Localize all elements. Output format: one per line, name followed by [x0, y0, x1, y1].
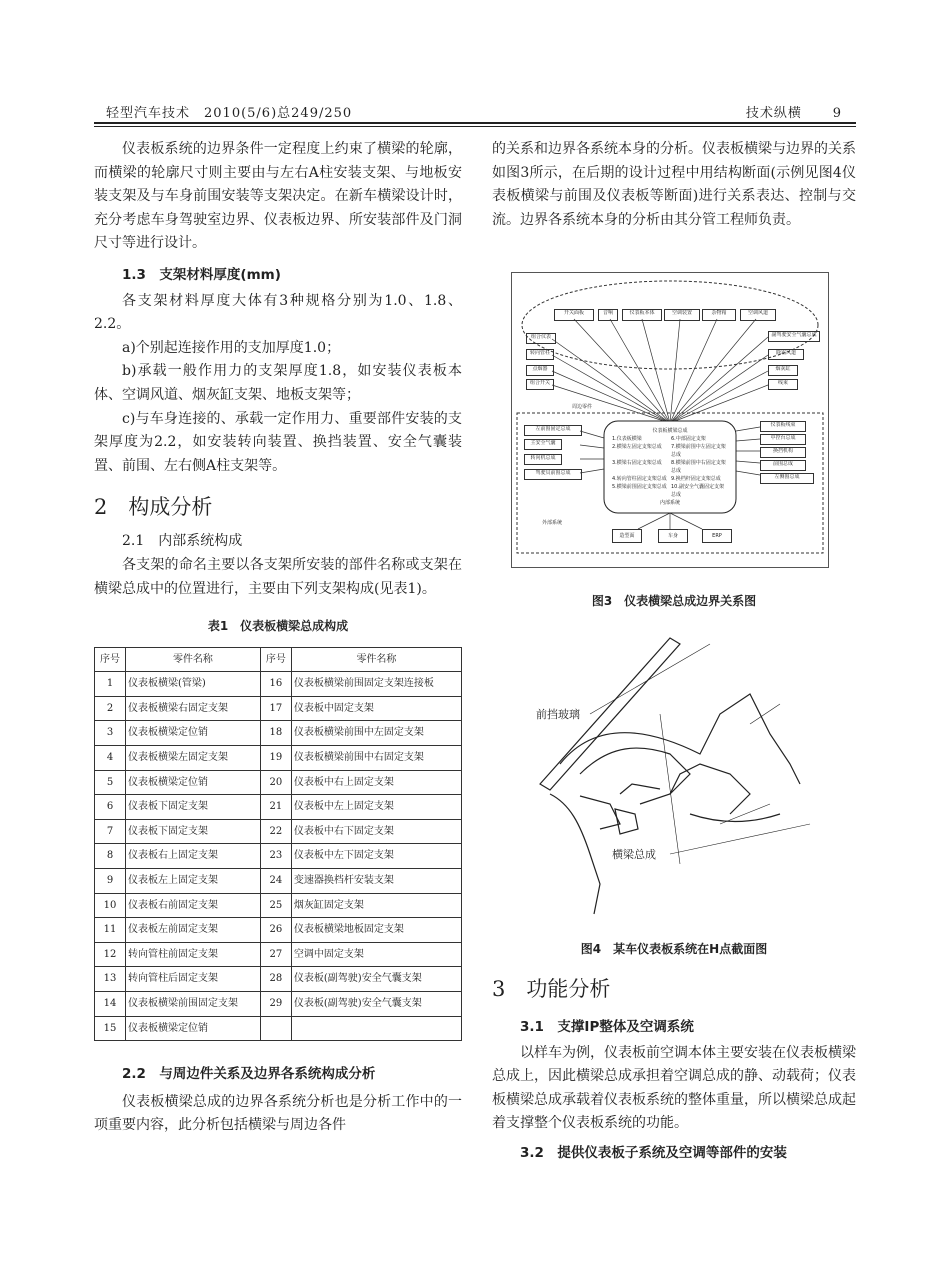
paragraph: 各支架的命名主要以各支架所安装的部件名称或支架在横梁总成中的位置进行，主要由下列支架构成(见表1)。: [94, 556, 462, 597]
table-cell-part-name: 仪表板中左上固定支架: [291, 795, 461, 820]
table-cell-number: 13: [95, 967, 126, 992]
section-name: 技术纵横: [745, 106, 802, 121]
diagram-box: 车身: [658, 529, 688, 543]
col-header: 零件名称: [291, 647, 461, 672]
table-cell-number: 29: [260, 992, 291, 1017]
section-heading-2: 2 构成分析: [94, 495, 213, 520]
diagram-box: ERP: [702, 529, 732, 543]
section-heading-2-1: 2.1 内部系统构成: [122, 533, 243, 550]
center-item: 1.仪表板横梁: [612, 436, 642, 442]
table-row: [95, 869, 462, 894]
center-item: 7.横梁前围中左固定支架总成: [671, 444, 726, 458]
diagram-box: 除霜风道: [768, 349, 804, 360]
outer-system-label: 外部系统: [542, 520, 563, 526]
table-cell-number: 24: [260, 869, 291, 894]
center-item: 5.横梁前围固定支架总成: [612, 484, 667, 490]
table-cell-number: 3: [95, 721, 126, 746]
table-cell-number: 10: [95, 893, 126, 918]
table-cell-number: 27: [260, 942, 291, 967]
page-header: [94, 94, 856, 122]
table-cell-number: 8: [95, 844, 126, 869]
diagram-box: 烟灰缸: [768, 365, 798, 376]
table-cell-part-name: 仪表板横梁前围中左固定支架: [291, 721, 461, 746]
center-box: [612, 427, 728, 507]
table-cell-part-name: 仪表板横梁地板固定支架: [291, 918, 461, 943]
col-header: 序号: [260, 647, 291, 672]
table-cell-part-name: [291, 1016, 461, 1041]
table-row: [95, 721, 462, 746]
table-row: [95, 696, 462, 721]
header-rule: [94, 122, 856, 124]
table-cell-number: 19: [260, 746, 291, 771]
table-cell-part-name: 仪表板左前固定支架: [126, 918, 261, 943]
section-heading-2-2: 2.2 与周边件关系及边界各系统构成分析: [122, 1066, 376, 1083]
diagram-box: 造型面: [612, 529, 642, 543]
table-cell-part-name: 空调中固定支架: [291, 942, 461, 967]
left-column: [94, 138, 462, 1138]
table-row: [95, 918, 462, 943]
journal-info: 轻型汽车技术 2010(5/6)总249/250: [106, 106, 353, 121]
diagram-box: 前围总成: [760, 460, 806, 471]
diagram-box: 副驾驶安全气囊总成: [768, 331, 820, 342]
table-cell-number: 15: [95, 1016, 126, 1041]
parts-table: [94, 647, 462, 1042]
table-row: [95, 746, 462, 771]
diagram-box: 点烟器: [526, 365, 554, 376]
table-row: [95, 844, 462, 869]
paragraph: 仪表板系统的边界条件一定程度上约束了横梁的轮廓，而横梁的轮廓尺寸则主要由与左右A柱安装支架、与地板安装支架及与车身前围安装等支架决定。在新车横梁设计时，充分考虑车身驾驶室边界、仪表板边界、所安装部件及门洞尺寸等进行设计。: [94, 141, 462, 252]
table-cell-number: 18: [260, 721, 291, 746]
table-cell-number: 21: [260, 795, 291, 820]
right-column: [492, 138, 856, 232]
diagram-box: 中控台总成: [760, 434, 806, 445]
table-cell-part-name: 仪表板中固定支架: [291, 696, 461, 721]
diagram-box: 左侧围总成: [760, 473, 814, 484]
diagram-box: 驾驶员前围总成: [524, 469, 582, 480]
col-header: 序号: [95, 647, 126, 672]
table-cell-part-name: 仪表板横梁(管梁): [126, 672, 261, 697]
table-cell-number: 5: [95, 770, 126, 795]
table-cell-part-name: 仪表板左上固定支架: [126, 869, 261, 894]
figure-3-boundary-diagram: [511, 272, 829, 568]
diagram-box: 仪表板线束: [760, 421, 806, 432]
table-cell-number: 22: [260, 819, 291, 844]
paragraph: 仪表板横梁总成的边界各系统分析也是分析工作中的一项重要内容，此分析包括横梁与周边各件: [94, 1093, 462, 1134]
paragraph: c)与车身连接的、承载一定作用力、重要部件安装的支架厚度为2.2，如安装转向装置、换挡装置、安全气囊装置、前围、左右侧A柱支架等。: [94, 410, 462, 474]
table-row: [95, 942, 462, 967]
table-cell-number: 25: [260, 893, 291, 918]
diagram-box: 线束: [768, 379, 798, 390]
table-caption: 表1 仪表板横梁总成构成: [207, 619, 349, 634]
table-row: [95, 819, 462, 844]
paragraph: 以样车为例，仪表板前空调本体主要安装在仪表板横梁总成上，因此横梁总成承担着空调总成的静、动载荷；仪表板横梁总成承载着仪表板系统的整体重量，所以横梁总成起着支撑整个仪表板系统的功能。: [492, 1044, 856, 1132]
header-right: [746, 102, 842, 121]
section-heading-3: 3 功能分析: [492, 977, 611, 1001]
diagram-box: 主安全气囊: [524, 439, 562, 450]
table-row: [95, 1016, 462, 1041]
table-cell-number: 14: [95, 992, 126, 1017]
table-cell-part-name: 仪表板右前固定支架: [126, 893, 261, 918]
table-cell-part-name: 仪表板横梁左固定支架: [126, 746, 261, 771]
center-item: 9.换档杆固定支架总成: [671, 476, 721, 482]
section-heading-3-2: 3.2 提供仪表板子系统及空调等部件的安装: [520, 1144, 787, 1161]
diagram-box: 空调风道: [740, 309, 776, 321]
figure-4-caption: 图4 某车仪表板系统在H点截面图: [580, 942, 768, 956]
diagram-box: 音响: [598, 309, 618, 321]
table-header-row: [95, 647, 462, 672]
figure-4-cross-section: [520, 624, 820, 930]
table-cell-number: 16: [260, 672, 291, 697]
table-cell-number: 17: [260, 696, 291, 721]
figure-3-caption: 图3 仪表横梁总成边界关系图: [591, 594, 757, 608]
table-cell-number: 9: [95, 869, 126, 894]
table-row: [95, 992, 462, 1017]
center-title: 仪表板横梁总成: [652, 428, 688, 434]
table-row: [95, 795, 462, 820]
table-row: [95, 967, 462, 992]
table-cell-part-name: 仪表板下固定支架: [126, 819, 261, 844]
table-cell-part-name: 转向管柱前固定支架: [126, 942, 261, 967]
paragraph: a)个别起连接作用的支加厚度1.0；: [122, 339, 341, 356]
table-cell-number: 26: [260, 918, 291, 943]
table-row: [95, 893, 462, 918]
center-item: 6.中部固定支架: [671, 436, 706, 442]
table-cell-number: 23: [260, 844, 291, 869]
paragraph: 的关系和边界各系统本身的分析。仪表板横梁与边界的关系如图3所示，在后期的设计过程中用结构断面(示例见图4仪表板横梁与前围及仪表板等断面)进行关系表达、控制与交流。边界各系统本身的分析由其分管工程师负责。: [492, 141, 856, 228]
table-cell-part-name: 仪表板中左下固定支架: [291, 844, 461, 869]
center-item: 2.横梁左固定支架总成: [612, 444, 662, 450]
inner-system-label: 内部系统: [659, 500, 680, 506]
table-cell-number: 4: [95, 746, 126, 771]
table-cell-part-name: 仪表板横梁前围固定支架连接板: [291, 672, 461, 697]
diagram-box: 左前围固定总成: [524, 425, 582, 436]
table-cell-number: 28: [260, 967, 291, 992]
table-cell-part-name: 仪表板中右上固定支架: [291, 770, 461, 795]
diagram-box: 杂物箱: [702, 309, 736, 321]
section-heading-3-1: 3.1 支撑IP整体及空调系统: [520, 1019, 694, 1035]
paragraph: 各支架材料厚度大体有3种规格分别为1.0、1.8、2.2。: [94, 292, 462, 333]
table-cell-number: 6: [95, 795, 126, 820]
diagram-box: 仪表板本体: [622, 309, 662, 321]
center-item: 10.副安全气囊固定支架总成: [671, 484, 724, 498]
table-cell-number: 12: [95, 942, 126, 967]
center-item-list: [612, 435, 728, 499]
right-column-lower: [492, 968, 856, 1166]
table-cell-part-name: 仪表板下固定支架: [126, 795, 261, 820]
table-cell-number: [260, 1016, 291, 1041]
header-rule-thin: [94, 126, 856, 127]
center-item: 4.转向管柱固定支架总成: [612, 476, 667, 482]
table-cell-number: 11: [95, 918, 126, 943]
table-cell-part-name: 仪表板(副驾驶)安全气囊支架: [291, 992, 461, 1017]
center-item: 8.横梁前围中右固定支架总成: [671, 460, 726, 474]
center-item: 3.横梁右固定支架总成: [612, 460, 662, 466]
diagram-box: 换挡机构: [760, 447, 806, 458]
surround-label: 周边零件: [572, 404, 593, 410]
table-cell-part-name: 仪表板右上固定支架: [126, 844, 261, 869]
table-cell-part-name: 仪表板横梁定位销: [126, 1016, 261, 1041]
table-cell-part-name: 仪表板中右下固定支架: [291, 819, 461, 844]
figure-4-label-beam: 横梁总成: [612, 848, 656, 861]
col-header: 零件名称: [126, 647, 261, 672]
table-row: [95, 672, 462, 697]
table-cell-number: 1: [95, 672, 126, 697]
table-cell-part-name: 转向管柱后固定支架: [126, 967, 261, 992]
section-heading-1-3: 1.3 支架材料厚度(mm): [122, 266, 281, 283]
table-cell-number: 7: [95, 819, 126, 844]
table-cell-part-name: 仪表板横梁定位销: [126, 770, 261, 795]
paragraph: b)承载一般作用力的支架厚度1.8，如安装仪表板本体、空调风道、烟灰缸支架、地板支架等；: [94, 363, 462, 403]
table-cell-part-name: 仪表板横梁前围固定支架: [126, 992, 261, 1017]
table-cell-part-name: 变速器换档杆安装支架: [291, 869, 461, 894]
figure-4-label-glass: 前挡玻璃: [536, 708, 580, 721]
table-cell-part-name: 仪表板横梁前围中右固定支架: [291, 746, 461, 771]
table-cell-part-name: 仪表板横梁右固定支架: [126, 696, 261, 721]
table-cell-part-name: 烟灰缸固定支架: [291, 893, 461, 918]
table-cell-part-name: 仪表板横梁定位销: [126, 721, 261, 746]
table-cell-number: 20: [260, 770, 291, 795]
table-cell-number: 2: [95, 696, 126, 721]
page-number: 9: [832, 106, 842, 121]
diagram-box: 空调装置: [664, 309, 700, 321]
table-cell-part-name: 仪表板(副驾驶)安全气囊支架: [291, 967, 461, 992]
diagram-box: 转向管柱: [526, 349, 554, 360]
diagram-box: 组合仪表: [526, 333, 556, 344]
table-row: [95, 770, 462, 795]
diagram-box: 组合开关: [526, 379, 554, 390]
diagram-box: 开关面板: [554, 309, 594, 321]
diagram-box: 转向机总成: [524, 454, 562, 465]
